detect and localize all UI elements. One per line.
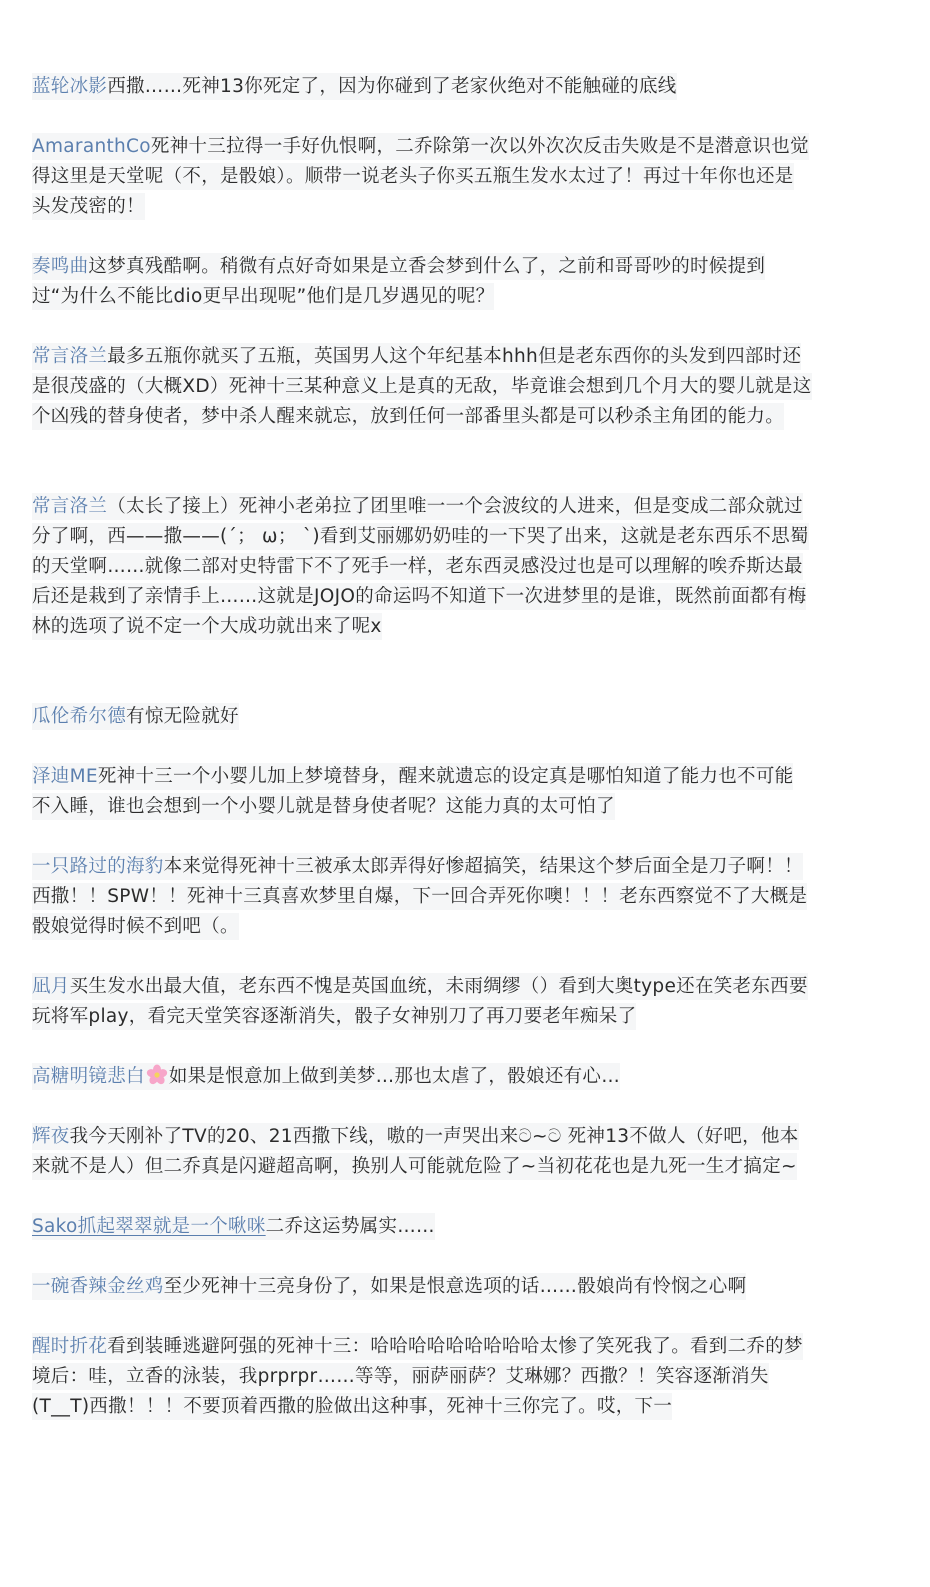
comment-text: 有惊无险就好	[126, 706, 239, 727]
comment-item	[32, 1212, 812, 1242]
comment-author-link[interactable]: 泽迪ME	[32, 766, 98, 787]
comment-item	[32, 1332, 812, 1422]
comment-text: 至少死神十三亮身份了，如果是恨意选项的话……骰娘尚有怜悯之心啊	[163, 1276, 747, 1297]
comment-item	[32, 1122, 812, 1182]
comment-text: 死神十三一个小婴儿加上梦境替身，醒来就遗忘的设定真是哪怕知道了能力也不可能不入睡，谁也会想到一个小婴儿就是替身使者呢？这能力真的太可怕了	[32, 766, 794, 817]
comment-text: 如果是恨意加上做到美梦…那也太虐了，骰娘还有心…	[168, 1066, 621, 1087]
comment-text: 最多五瓶你就买了五瓶，英国男人这个年纪基本hhh但是老东西你的头发到四部时还是很茂盛的（大概XD）死神十三某种意义上是真的无敌，毕竟谁会想到几个月大的婴儿就是这个凶残的替身使者，梦中杀人醒来就忘，放到任何一部番里头都是可以秒杀主角团的能力。	[32, 346, 812, 427]
comment-text: 买生发水出最大值，老东西不愧是英国血统，未雨绸缪（）看到大奥type还在笑老东西要玩将军play，看完天堂笑容逐渐消失，骰子女神别刀了再刀要老年痴呆了	[32, 976, 808, 1027]
comment-author-link[interactable]: 一碗香辣金丝鸡	[32, 1276, 164, 1297]
comment-author-link[interactable]: 瓜伦希尔德	[32, 706, 127, 727]
comment-item	[32, 762, 812, 822]
comment-item	[32, 702, 812, 732]
comment-text: 死神十三拉得一手好仇恨啊，二乔除第一次以外次次反击失败是不是潜意识也觉得这里是天堂呢（不，是骰娘）。顺带一说老头子你买五瓶生发水太过了！再过十年你也还是头发茂密的！	[32, 136, 809, 217]
comment-author-link[interactable]: 凪月	[32, 976, 70, 997]
comment-author-link[interactable]: 蓝轮冰影	[32, 76, 108, 97]
comment-text: （太长了接上）死神小老弟拉了团里唯一一个会波纹的人进来，但是变成二部众就过分了啊，西——撒——(´； ω； `)看到艾丽娜奶奶哇的一下哭了出来，这就是老东西乐不思蜀的天堂啊……就像二部对史特雷下不了死手一样，老东西灵感没过也是可以理解的唉乔斯达最后还是栽到了亲情手上……这就是JOJO的命运吗不知道下一次进梦里的是谁，既然前面都有梅林的选项了说不定一个大成功就出来了呢x	[32, 496, 809, 637]
comment-author-link[interactable]: 高糖明镜悲白	[32, 1066, 145, 1087]
comment-author-link[interactable]: 常言洛兰	[32, 346, 108, 367]
comment-list	[32, 72, 812, 1422]
comment-text: 我今天刚补了TV的20、21西撒下线，嗷的一声哭出来ට~ට 死神13不做人（好吧，他本来就不是人）但二乔真是闪避超高啊，换别人可能就危险了~当初花花也是九死一生才搞定~	[32, 1126, 799, 1177]
comment-text: 西撒……死神13你死定了，因为你碰到了老家伙绝对不能触碰的底线	[107, 76, 677, 97]
comment-text: 这梦真残酷啊。稍微有点好奇如果是立香会梦到什么了，之前和哥哥吵的时候提到过“为什么不能比dio更早出现呢”他们是几岁遇见的呢？	[32, 256, 766, 307]
comment-author-link[interactable]: 奏鸣曲	[32, 256, 89, 277]
comment-item	[32, 972, 812, 1032]
comment-author-link[interactable]: 常言洛兰	[32, 496, 108, 517]
comment-author-link[interactable]: Sako抓起翠翠就是一个啾咪	[32, 1216, 266, 1237]
comment-item	[32, 252, 812, 312]
comment-author-link[interactable]: 一只路过的海豹	[32, 856, 164, 877]
comment-item	[32, 132, 812, 222]
comment-item	[32, 492, 812, 642]
comment-author-link[interactable]: 醒时折花	[32, 1336, 108, 1357]
comment-text: 看到装睡逃避阿强的死神十三：哈哈哈哈哈哈哈哈哈太惨了笑死我了。看到二乔的梦境后：哇，立香的泳装，我prprpr……等等，丽萨丽萨？艾琳娜？西撒？！笑容逐渐消失(T__T)西撒！！！不要顶着西撒的脸做出这种事，死神十三你完了。哎，下一	[32, 1336, 803, 1417]
comment-item	[32, 852, 812, 942]
comment-item	[32, 1062, 812, 1092]
comment-item	[32, 1272, 812, 1302]
cherry-blossom-icon	[146, 1064, 168, 1086]
comment-author-link[interactable]: AmaranthCo	[32, 136, 151, 157]
comment-text: 二乔这运势属实……	[265, 1216, 435, 1237]
comment-text: 本来觉得死神十三被承太郎弄得好惨超搞笑，结果这个梦后面全是刀子啊！！西撒！！SPW！！死神十三真喜欢梦里自爆，下一回合弄死你噢！！！老东西察觉不了大概是骰娘觉得时候不到吧（。	[32, 856, 808, 937]
comment-item	[32, 342, 812, 432]
comment-item	[32, 72, 812, 102]
comment-author-link[interactable]: 辉夜	[32, 1126, 70, 1147]
